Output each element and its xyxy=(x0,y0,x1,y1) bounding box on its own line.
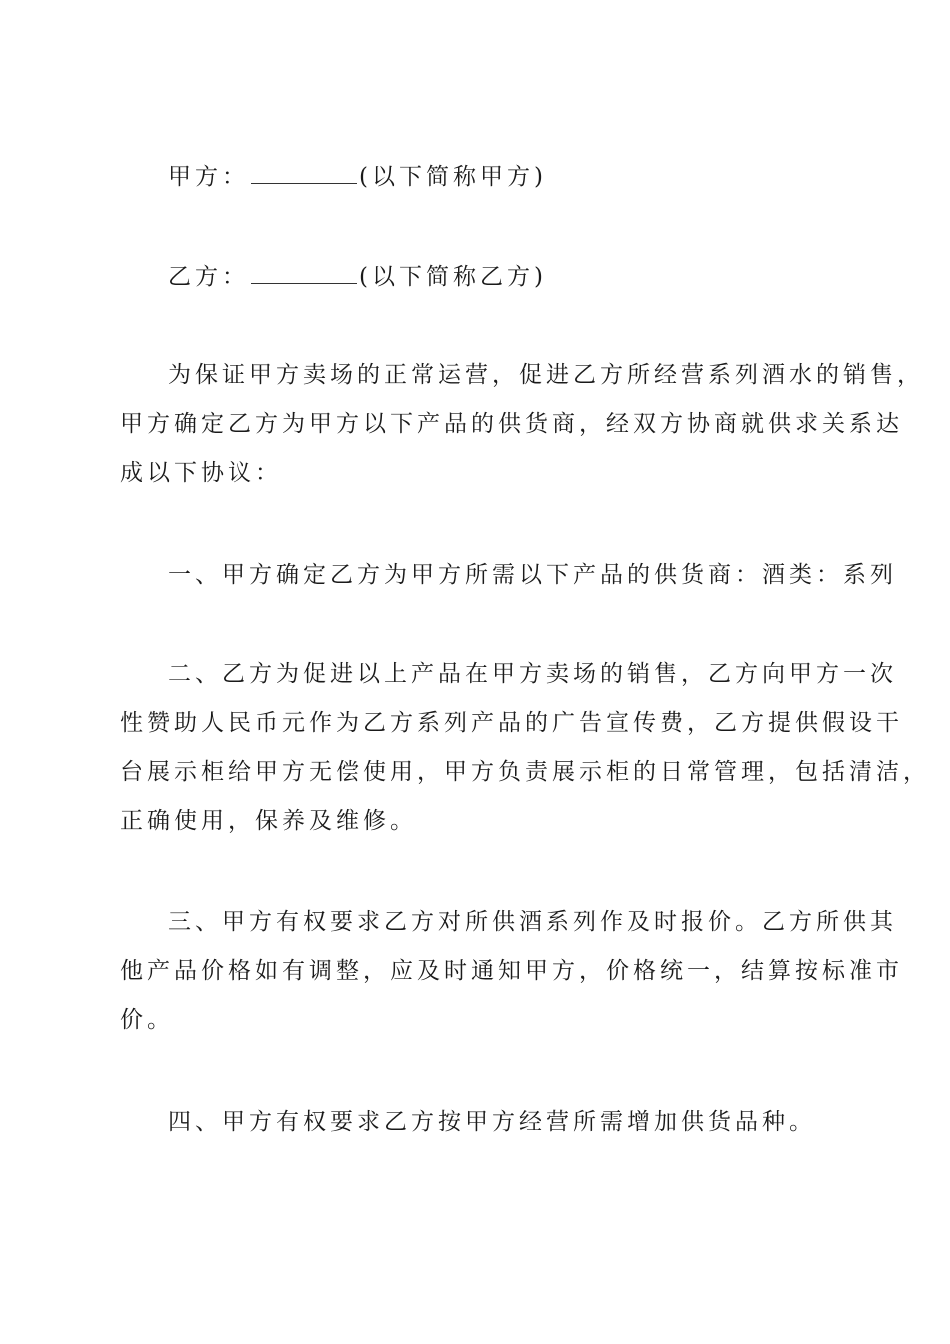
preamble-line-2: 甲方确定乙方为甲方以下产品的供货商，经双方协商就供求关系达 xyxy=(120,411,903,437)
party-a-label: 甲方： xyxy=(168,164,249,190)
clause-3-line-2: 他产品价格如有调整，应及时通知甲方，价格统一，结算按标准市 xyxy=(120,958,903,984)
party-a-note: (以下简称甲方) xyxy=(359,164,547,190)
clause-3-line-3: 价。 xyxy=(120,1007,174,1033)
preamble-paragraph xyxy=(120,351,924,498)
clause-3-line-1: 三、甲方有权要求乙方对所供酒系列作及时报价。乙方所供其 xyxy=(168,909,897,935)
preamble-line-1: 为保证甲方卖场的正常运营，促进乙方所经营系列酒水的销售， xyxy=(168,362,924,388)
clause-3-paragraph xyxy=(120,898,903,1045)
clause-4-paragraph xyxy=(120,1098,845,1147)
party-b-line xyxy=(168,262,547,292)
clause-4-line-1: 四、甲方有权要求乙方按甲方经营所需增加供货品种。 xyxy=(168,1109,816,1135)
party-a-blank xyxy=(251,163,357,184)
party-b-label: 乙方： xyxy=(168,264,249,290)
clause-2-line-4: 正确使用，保养及维修。 xyxy=(120,808,417,834)
clause-2-line-1: 二、乙方为促进以上产品在甲方卖场的销售，乙方向甲方一次 xyxy=(168,661,897,687)
party-a-line xyxy=(168,162,547,192)
clause-2-line-3: 台展示柜给甲方无偿使用，甲方负责展示柜的日常管理，包括清洁， xyxy=(120,759,930,785)
clause-2-line-2: 性赞助人民币元作为乙方系列产品的广告宣传费，乙方提供假设干 xyxy=(120,710,903,736)
clause-1-line-1: 一、甲方确定乙方为甲方所需以下产品的供货商：酒类：系列 xyxy=(168,562,897,588)
party-b-note: (以下简称乙方) xyxy=(359,264,547,290)
preamble-line-3: 成以下协议： xyxy=(120,460,282,486)
clause-1-paragraph xyxy=(120,551,897,600)
party-b-blank xyxy=(251,263,357,284)
clause-2-paragraph xyxy=(120,650,930,846)
